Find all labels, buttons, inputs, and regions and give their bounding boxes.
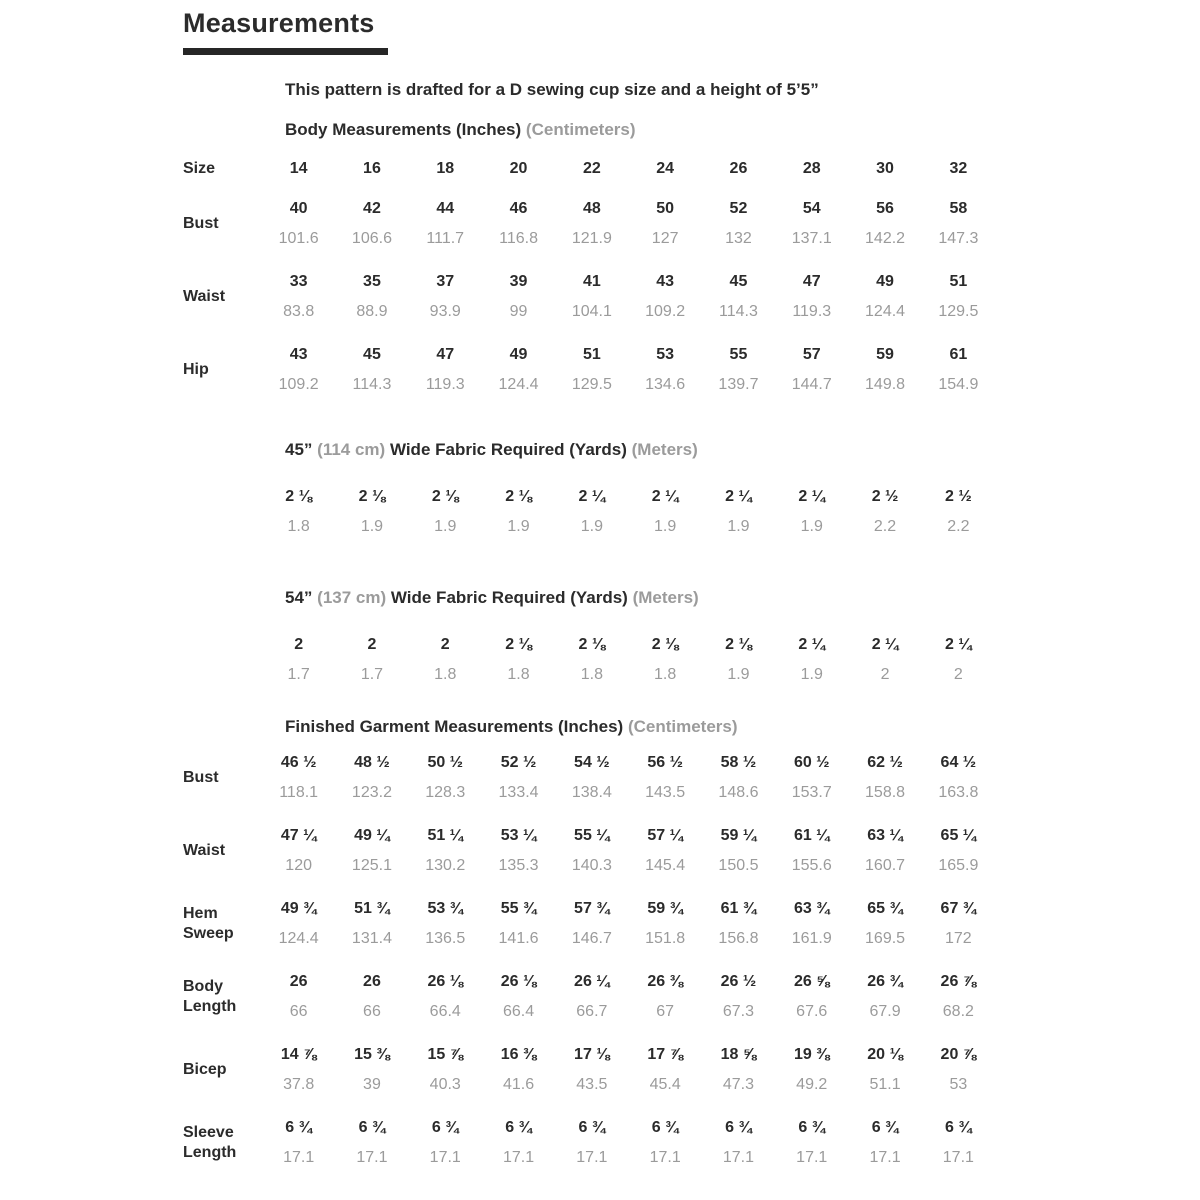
pattern-note: This pattern is drafted for a D sewing cup size and a height of 5’5” [285, 80, 819, 99]
yards-value: 2 [294, 636, 304, 653]
cm-line [262, 297, 995, 327]
size-value: 30 [876, 160, 894, 177]
inches-value: 16 ⅜ [500, 1046, 537, 1063]
inches-value: 51 ¾ [354, 900, 390, 917]
cm-value: 149.8 [865, 376, 906, 393]
cm-value: 139.7 [718, 376, 759, 393]
cm-value: 93.9 [429, 303, 461, 320]
heading-meters-note: (Meters) [631, 440, 698, 459]
inches-line [262, 894, 995, 924]
cm-value: 114.3 [719, 303, 758, 320]
inches-value: 56 ½ [647, 754, 683, 771]
inches-value: 59 ¾ [647, 900, 683, 917]
cm-value: 140.3 [571, 857, 612, 874]
cm-value: 124.4 [278, 930, 319, 947]
inches-value: 44 [436, 200, 455, 217]
inches-value: 61 ¾ [720, 900, 757, 917]
cm-value: 147.3 [938, 230, 979, 247]
inches-value: 46 ½ [280, 754, 317, 771]
cm-value: 49.2 [796, 1076, 828, 1093]
cm-line [262, 778, 995, 808]
inches-value: 6 ¾ [285, 1119, 312, 1136]
meters-value: 2 [880, 666, 890, 683]
cm-value: 123.2 [351, 784, 392, 801]
meters-value: 1.8 [434, 666, 457, 683]
heading-main: Finished Garment Measurements (Inches) [285, 717, 624, 736]
inches-line [262, 340, 995, 370]
meters-value: 1.9 [800, 518, 823, 535]
inches-line [262, 194, 995, 224]
cm-line [262, 370, 995, 400]
inches-value: 43 [289, 346, 308, 363]
body-row-hip [183, 340, 1017, 400]
cm-value: 39 [363, 1076, 381, 1093]
cm-value: 129.5 [938, 303, 979, 320]
cm-value: 156.8 [718, 930, 759, 947]
inches-value: 60 ½ [793, 754, 830, 771]
heading-cm-note: (114 cm) [317, 440, 386, 459]
meters-value: 1.9 [727, 666, 750, 683]
cm-value: 67.6 [796, 1003, 828, 1020]
cm-value: 99 [509, 303, 528, 320]
cm-value: 145.4 [645, 857, 686, 874]
inches-value: 40 [289, 200, 308, 217]
cm-value: 131.4 [351, 930, 392, 947]
inches-value: 20 ⅛ [867, 1046, 903, 1063]
inches-value: 47 ¼ [280, 827, 317, 844]
inches-value: 48 ½ [354, 754, 390, 771]
page-title: Measurements [183, 8, 375, 38]
heading-cm-note: (Centimeters) [525, 120, 636, 139]
inches-value: 26 ⅞ [940, 973, 977, 990]
yards-line [262, 630, 995, 660]
inches-value: 49 ¼ [354, 827, 390, 844]
cm-value: 136.5 [425, 930, 466, 947]
size-value: 20 [509, 160, 528, 177]
size-row [183, 154, 1017, 184]
cm-value: 66 [289, 1003, 308, 1020]
inches-value: 47 [802, 273, 821, 290]
heading-cm-note: (Centimeters) [627, 717, 738, 736]
inches-value: 64 ½ [940, 754, 977, 771]
cm-value: 47.3 [722, 1076, 755, 1093]
cm-value: 66.4 [429, 1003, 461, 1020]
cm-value: 144.7 [791, 376, 832, 393]
cm-value: 67 [656, 1003, 675, 1020]
cm-value: 124.4 [865, 303, 906, 320]
row-label: Sleeve Length [183, 1124, 237, 1161]
inches-value: 6 ¾ [725, 1119, 752, 1136]
row-label: Bust [183, 215, 219, 232]
finished-row-bicep [183, 1040, 1017, 1100]
cm-value: 109.2 [278, 376, 319, 393]
cm-value: 125.1 [351, 857, 392, 874]
cm-value: 109.2 [645, 303, 686, 320]
inches-value: 15 ⅜ [354, 1046, 390, 1063]
yards-line [262, 482, 995, 512]
cm-value: 83.8 [283, 303, 315, 320]
meters-value: 1.9 [360, 518, 384, 535]
cm-value: 161.9 [791, 930, 832, 947]
inches-value: 42 [363, 200, 381, 217]
inches-value: 65 ¼ [940, 827, 977, 844]
size-value: 14 [289, 160, 308, 177]
cm-value: 114.3 [352, 376, 392, 393]
inches-value: 26 [289, 973, 308, 990]
meters-value: 1.8 [287, 518, 310, 535]
yards-value: 2 ¼ [651, 488, 679, 505]
cm-line [262, 224, 995, 254]
cm-value: 17.1 [576, 1149, 608, 1166]
cm-value: 67.3 [722, 1003, 755, 1020]
cm-value: 66.7 [576, 1003, 608, 1020]
size-value: 32 [949, 160, 968, 177]
row-label: Hem Sweep [183, 905, 234, 942]
cm-value: 165.9 [938, 857, 979, 874]
size-value: 24 [656, 160, 675, 177]
inches-value: 45 [363, 346, 381, 363]
inches-value: 43 [656, 273, 675, 290]
meters-value: 1.9 [800, 666, 823, 683]
cm-value: 17.1 [722, 1149, 755, 1166]
cm-value: 142.2 [865, 230, 906, 247]
yards-value: 2 ⅛ [505, 488, 532, 505]
cm-value: 41.6 [502, 1076, 535, 1093]
yards-value: 2 ¼ [945, 636, 972, 653]
yards-value: 2 [440, 636, 450, 653]
inches-value: 54 [802, 200, 821, 217]
inches-value: 26 ⅛ [427, 973, 464, 990]
cm-value: 111.7 [426, 230, 465, 247]
cm-value: 118.1 [279, 784, 319, 801]
inches-value: 45 [729, 273, 748, 290]
row-label: Body Length [183, 978, 237, 1015]
inches-value: 6 ¾ [431, 1119, 459, 1136]
heading-meters-note: (Meters) [632, 588, 699, 607]
cm-value: 17.1 [869, 1149, 901, 1166]
yards-value: 2 ¼ [725, 488, 752, 505]
size-value: 18 [436, 160, 455, 177]
inches-value: 17 ⅞ [647, 1046, 683, 1063]
row-label: Waist [183, 842, 226, 859]
finished-row-sleeve-length [183, 1113, 1017, 1173]
yards-value: 2 ¼ [871, 636, 899, 653]
inches-value: 49 ¾ [280, 900, 317, 917]
cm-value: 53 [949, 1076, 968, 1093]
cm-value: 17.1 [356, 1149, 388, 1166]
cm-value: 119.3 [792, 303, 832, 320]
cm-value: 121.9 [571, 230, 612, 247]
cm-value: 158.8 [865, 784, 906, 801]
cm-value: 128.3 [425, 784, 466, 801]
cm-value: 154.9 [938, 376, 979, 393]
meters-value: 2.2 [947, 518, 970, 535]
heading-main: Wide Fabric Required (Yards) [389, 440, 627, 459]
cm-line [262, 924, 995, 954]
inches-value: 55 ¾ [500, 900, 537, 917]
meters-value: 2.2 [873, 518, 897, 535]
inches-value: 26 ⅛ [500, 973, 537, 990]
inches-value: 58 ½ [720, 754, 757, 771]
yards-value: 2 ⅛ [725, 636, 752, 653]
cm-value: 17.1 [796, 1149, 828, 1166]
inches-value: 57 ¼ [647, 827, 683, 844]
inches-value: 20 ⅞ [940, 1046, 977, 1063]
cm-value: 143.5 [645, 784, 686, 801]
yards-value: 2 ½ [945, 488, 972, 505]
heading-width: 45” [285, 440, 313, 459]
cm-value: 138.4 [571, 784, 612, 801]
cm-line [262, 1070, 995, 1100]
cm-value: 17.1 [649, 1149, 681, 1166]
meters-line [262, 660, 995, 690]
size-value: 16 [363, 160, 381, 177]
inches-value: 51 [949, 273, 968, 290]
cm-value: 106.6 [351, 230, 392, 247]
cm-value: 40.3 [429, 1076, 461, 1093]
cm-value: 88.9 [356, 303, 388, 320]
cm-value: 132 [725, 230, 752, 247]
meters-value: 1.8 [654, 666, 677, 683]
inches-value: 26 ¼ [574, 973, 610, 990]
inches-value: 55 ¼ [574, 827, 610, 844]
inches-value: 48 [582, 200, 601, 217]
inches-value: 61 ¼ [793, 827, 830, 844]
inches-value: 6 ¾ [358, 1119, 386, 1136]
cm-value: 148.6 [718, 784, 759, 801]
inches-value: 57 [802, 346, 821, 363]
inches-line [262, 267, 995, 297]
cm-value: 116.8 [499, 230, 538, 247]
cm-value: 137.1 [791, 230, 832, 247]
cm-value: 104.1 [571, 303, 612, 320]
row-label: Bicep [183, 1061, 227, 1078]
inches-value: 6 ¾ [578, 1119, 606, 1136]
cm-value: 160.7 [865, 857, 906, 874]
cm-value: 45.4 [649, 1076, 681, 1093]
cm-value: 66.4 [502, 1003, 535, 1020]
inches-value: 47 [436, 346, 455, 363]
finished-row-bust [183, 748, 1017, 808]
cm-line [262, 997, 995, 1027]
meters-value: 1.7 [287, 666, 310, 683]
size-value: 22 [582, 160, 601, 177]
inches-value: 6 ¾ [651, 1119, 679, 1136]
cm-value: 133.4 [498, 784, 539, 801]
finished-row-waist [183, 821, 1017, 881]
finished-row-body-length [183, 967, 1017, 1027]
title-underline-bar [183, 48, 388, 55]
inches-value: 26 ⅝ [793, 973, 830, 990]
cm-value: 17.1 [429, 1149, 461, 1166]
inches-value: 61 [949, 346, 968, 363]
cm-value: 155.6 [791, 857, 832, 874]
meters-line [262, 512, 995, 542]
cm-value: 153.7 [791, 784, 832, 801]
size-value: 26 [729, 160, 748, 177]
meters-value: 1.9 [434, 518, 457, 535]
inches-value: 51 [582, 346, 601, 363]
inches-value: 17 ⅛ [574, 1046, 610, 1063]
cm-value: 172 [944, 930, 972, 947]
cm-value: 17.1 [502, 1149, 535, 1166]
inches-value: 54 ½ [574, 754, 610, 771]
inches-value: 51 ¼ [427, 827, 464, 844]
inches-value: 63 ¾ [793, 900, 830, 917]
body-row-bust [183, 194, 1017, 254]
cm-value: 146.7 [571, 930, 612, 947]
cm-value: 141.6 [498, 930, 539, 947]
cm-value: 134.6 [645, 376, 686, 393]
meters-value: 1.8 [580, 666, 603, 683]
inches-value: 14 ⅞ [280, 1046, 317, 1063]
inches-value: 49 [876, 273, 894, 290]
cm-value: 129.5 [571, 376, 612, 393]
meters-value: 1.7 [360, 666, 384, 683]
inches-line [262, 1040, 995, 1070]
cm-value: 67.9 [869, 1003, 901, 1020]
heading-main: Wide Fabric Required (Yards) [390, 588, 628, 607]
inches-line [262, 967, 995, 997]
inches-value: 6 ¾ [871, 1119, 899, 1136]
yards-value: 2 ⅛ [431, 488, 459, 505]
yards-value: 2 ⅛ [358, 488, 386, 505]
finished-row-hem-sweep [183, 894, 1017, 954]
inches-value: 65 ¾ [867, 900, 903, 917]
meters-value: 1.9 [507, 518, 530, 535]
heading-width: 54” [285, 588, 313, 607]
inches-value: 26 ⅜ [647, 973, 683, 990]
body-measurements-heading [285, 120, 1017, 140]
cm-value: 151.8 [645, 930, 686, 947]
row-label: Waist [183, 288, 226, 305]
inches-value: 19 ⅜ [793, 1046, 830, 1063]
yards-value: 2 [367, 636, 377, 653]
yards-value: 2 ¼ [798, 488, 826, 505]
inches-value: 37 [436, 273, 455, 290]
inches-value: 55 [729, 346, 748, 363]
heading-main: Body Measurements (Inches) [285, 120, 522, 139]
inches-value: 53 ¼ [500, 827, 537, 844]
size-value: 28 [802, 160, 821, 177]
inches-value: 50 [656, 200, 675, 217]
inches-value: 6 ¾ [945, 1119, 972, 1136]
yards-value: 2 ½ [871, 488, 899, 505]
row-label: Bust [183, 769, 219, 786]
cm-value: 169.5 [865, 930, 906, 947]
cm-value: 124.4 [498, 376, 539, 393]
meters-value: 1.9 [580, 518, 603, 535]
inches-value: 26 [363, 973, 381, 990]
yards-value: 2 ⅛ [651, 636, 679, 653]
inches-value: 18 ⅝ [720, 1046, 757, 1063]
inches-value: 53 [656, 346, 675, 363]
inches-value: 63 ¼ [867, 827, 903, 844]
fabric-54-row [183, 630, 1017, 690]
cm-value: 101.6 [278, 230, 319, 247]
meters-value: 1.8 [507, 666, 530, 683]
inches-value: 52 [729, 200, 748, 217]
cm-line [262, 1143, 995, 1173]
inches-value: 62 ½ [867, 754, 903, 771]
yards-value: 2 ⅛ [285, 488, 312, 505]
inches-line [262, 821, 995, 851]
meters-value: 2 [953, 666, 963, 683]
inches-value: 41 [582, 273, 601, 290]
inches-value: 39 [509, 273, 528, 290]
yards-value: 2 ⅛ [505, 636, 532, 653]
fabric-45-heading [285, 440, 1017, 460]
inches-value: 50 ½ [427, 754, 464, 771]
cm-value: 119.3 [425, 376, 465, 393]
cm-value: 120 [285, 857, 312, 874]
fabric-45-row [183, 482, 1017, 542]
yards-value: 2 ⅛ [578, 636, 606, 653]
inches-value: 6 ¾ [505, 1119, 532, 1136]
inches-value: 15 ⅞ [427, 1046, 464, 1063]
cm-value: 17.1 [942, 1149, 974, 1166]
cm-value: 43.5 [576, 1076, 608, 1093]
cm-value: 17.1 [283, 1149, 315, 1166]
yards-value: 2 ¼ [798, 636, 826, 653]
inches-value: 59 ¼ [720, 827, 757, 844]
inches-value: 26 ½ [720, 973, 757, 990]
inches-line [262, 1113, 995, 1143]
inches-line [262, 748, 995, 778]
cm-value: 135.3 [498, 857, 539, 874]
row-label: Size [183, 160, 216, 177]
finished-garment-heading [285, 717, 1017, 737]
inches-value: 33 [289, 273, 308, 290]
cm-value: 150.5 [718, 857, 759, 874]
heading-cm-note: (137 cm) [317, 588, 387, 607]
cm-value: 68.2 [942, 1003, 974, 1020]
meters-value: 1.9 [727, 518, 750, 535]
body-row-waist [183, 267, 1017, 327]
cm-value: 51.1 [869, 1076, 901, 1093]
yards-value: 2 ¼ [578, 488, 606, 505]
inches-value: 58 [949, 200, 968, 217]
cm-value: 127 [651, 230, 679, 247]
inches-value: 59 [876, 346, 894, 363]
cm-value: 37.8 [283, 1076, 315, 1093]
cm-value: 66 [363, 1003, 381, 1020]
inches-value: 52 ½ [500, 754, 537, 771]
cm-line [262, 851, 995, 881]
inches-value: 67 ¾ [940, 900, 977, 917]
inches-value: 53 ¾ [427, 900, 464, 917]
inches-value: 57 ¾ [574, 900, 610, 917]
cm-value: 163.8 [938, 784, 979, 801]
inches-value: 49 [509, 346, 528, 363]
cm-value: 130.2 [425, 857, 466, 874]
inches-value: 56 [876, 200, 894, 217]
inches-value: 35 [363, 273, 381, 290]
inches-value: 26 ¾ [867, 973, 903, 990]
inches-value: 46 [509, 200, 528, 217]
fabric-54-heading [285, 588, 1017, 608]
inches-value: 6 ¾ [798, 1119, 826, 1136]
meters-value: 1.9 [654, 518, 677, 535]
size-values-line [262, 154, 995, 184]
row-label: Hip [183, 361, 209, 378]
